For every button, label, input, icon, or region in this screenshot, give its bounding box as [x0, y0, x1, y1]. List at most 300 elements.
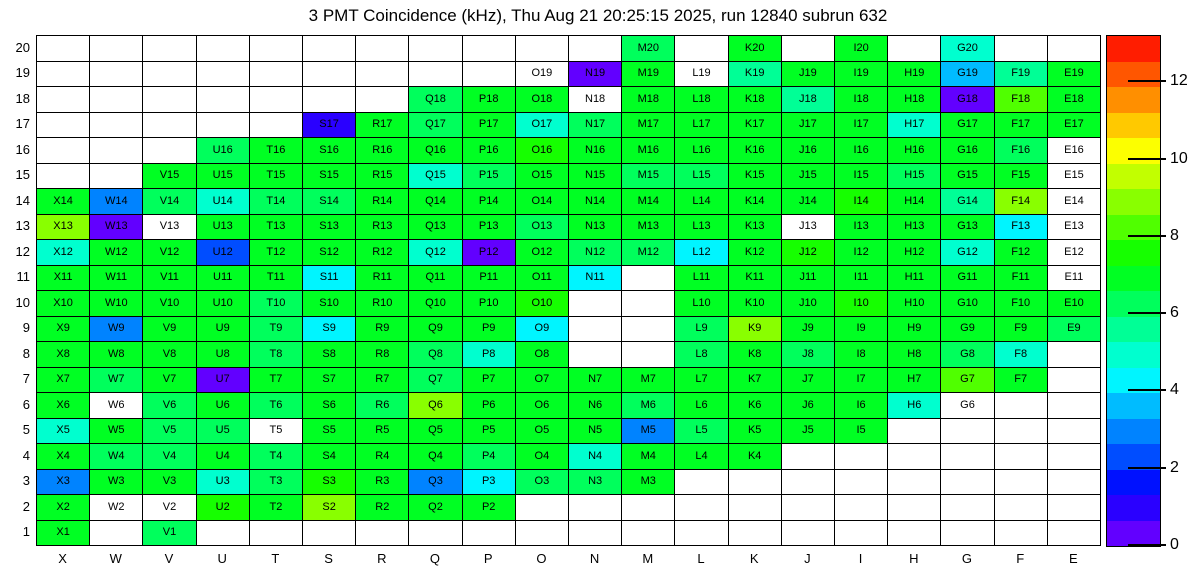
- y-axis-label-13: 13: [15, 218, 30, 234]
- grid-cell-O18: O18: [516, 87, 569, 113]
- grid-cell-W13: W13: [90, 215, 143, 241]
- grid-cell-V5: V5: [143, 419, 196, 445]
- x-axis-label-S: S: [324, 551, 333, 566]
- grid-cell-F15: F15: [995, 164, 1048, 190]
- grid-cell-G19: G19: [941, 62, 994, 88]
- grid-cell-L16: L16: [675, 138, 728, 164]
- colorbar-band: [1107, 470, 1160, 496]
- grid-cell-T5: T5: [250, 419, 303, 445]
- grid-cell-P12: P12: [463, 240, 516, 266]
- grid-cell-W2: W2: [90, 495, 143, 521]
- grid-cell-P14: P14: [463, 189, 516, 215]
- grid-cell-empty: [516, 36, 569, 62]
- grid-cell-empty: [1048, 393, 1101, 419]
- grid-cell-V3: V3: [143, 470, 196, 496]
- grid-cell-H16: H16: [888, 138, 941, 164]
- grid-cell-P3: P3: [463, 470, 516, 496]
- grid-cell-empty: [1048, 495, 1101, 521]
- grid-cell-Q17: Q17: [409, 113, 462, 139]
- grid-cell-empty: [197, 62, 250, 88]
- grid-cell-R7: R7: [356, 368, 409, 394]
- grid-cell-empty: [463, 36, 516, 62]
- grid-cell-M7: M7: [622, 368, 675, 394]
- grid-cell-T13: T13: [250, 215, 303, 241]
- grid-cell-R5: R5: [356, 419, 409, 445]
- grid-cell-X3: X3: [37, 470, 90, 496]
- colorbar-tick-line: [1128, 235, 1166, 237]
- grid-cell-V14: V14: [143, 189, 196, 215]
- grid-cell-O14: O14: [516, 189, 569, 215]
- grid-cell-empty: [197, 521, 250, 547]
- grid-cell-N12: N12: [569, 240, 622, 266]
- grid-cell-G20: G20: [941, 36, 994, 62]
- grid-cell-E19: E19: [1048, 62, 1101, 88]
- grid-cell-O4: O4: [516, 444, 569, 470]
- x-axis-label-L: L: [697, 551, 705, 566]
- grid-cell-empty: [37, 113, 90, 139]
- grid-cell-V10: V10: [143, 291, 196, 317]
- x-axis-label-W: W: [109, 551, 122, 566]
- grid-cell-empty: [835, 470, 888, 496]
- grid-cell-empty: [1048, 521, 1101, 547]
- grid-cell-G15: G15: [941, 164, 994, 190]
- grid-cell-empty: [835, 444, 888, 470]
- grid-cell-V7: V7: [143, 368, 196, 394]
- grid-cell-P4: P4: [463, 444, 516, 470]
- grid-cell-T3: T3: [250, 470, 303, 496]
- colorbar-tick-line: [1128, 80, 1166, 82]
- grid-cell-U8: U8: [197, 342, 250, 368]
- grid-cell-R13: R13: [356, 215, 409, 241]
- grid-cell-I13: I13: [835, 215, 888, 241]
- grid-cell-empty: [995, 521, 1048, 547]
- grid-cell-K9: K9: [729, 317, 782, 343]
- grid-cell-L12: L12: [675, 240, 728, 266]
- grid-cell-L11: L11: [675, 266, 728, 292]
- colorbar-tick-label-8: 8: [1170, 226, 1179, 244]
- grid-cell-empty: [569, 317, 622, 343]
- grid-cell-Q4: Q4: [409, 444, 462, 470]
- grid-cell-Q7: Q7: [409, 368, 462, 394]
- grid-cell-empty: [782, 36, 835, 62]
- grid-cell-R3: R3: [356, 470, 409, 496]
- grid-cell-O5: O5: [516, 419, 569, 445]
- x-axis-label-U: U: [217, 551, 227, 566]
- grid-cell-N4: N4: [569, 444, 622, 470]
- colorbar-band: [1107, 240, 1160, 266]
- grid-cell-M16: M16: [622, 138, 675, 164]
- grid-cell-O9: O9: [516, 317, 569, 343]
- grid-cell-R16: R16: [356, 138, 409, 164]
- x-axis-label-T: T: [271, 551, 280, 566]
- grid-cell-P13: P13: [463, 215, 516, 241]
- grid-cell-R15: R15: [356, 164, 409, 190]
- grid-cell-E12: E12: [1048, 240, 1101, 266]
- grid-cell-G16: G16: [941, 138, 994, 164]
- grid-cell-T16: T16: [250, 138, 303, 164]
- grid-cell-N18: N18: [569, 87, 622, 113]
- grid-cell-empty: [143, 138, 196, 164]
- grid-cell-empty: [356, 521, 409, 547]
- grid-cell-U5: U5: [197, 419, 250, 445]
- grid-cell-X7: X7: [37, 368, 90, 394]
- grid-cell-X11: X11: [37, 266, 90, 292]
- grid-cell-M14: M14: [622, 189, 675, 215]
- grid-cell-empty: [995, 444, 1048, 470]
- grid-cell-empty: [888, 444, 941, 470]
- grid-cell-empty: [622, 521, 675, 547]
- grid-cell-K10: K10: [729, 291, 782, 317]
- grid-cell-F10: F10: [995, 291, 1048, 317]
- grid-cell-V1: V1: [143, 521, 196, 547]
- grid-cell-O12: O12: [516, 240, 569, 266]
- grid-cell-J18: J18: [782, 87, 835, 113]
- grid-cell-K8: K8: [729, 342, 782, 368]
- grid-cell-W11: W11: [90, 266, 143, 292]
- grid-cell-N5: N5: [569, 419, 622, 445]
- grid-cell-empty: [143, 36, 196, 62]
- grid-cell-empty: [197, 36, 250, 62]
- grid-cell-I6: I6: [835, 393, 888, 419]
- grid-cell-W4: W4: [90, 444, 143, 470]
- grid-cell-P7: P7: [463, 368, 516, 394]
- grid-cell-N15: N15: [569, 164, 622, 190]
- grid-cell-W7: W7: [90, 368, 143, 394]
- grid-cell-G7: G7: [941, 368, 994, 394]
- grid-cell-E9: E9: [1048, 317, 1101, 343]
- y-axis-label-4: 4: [22, 447, 30, 463]
- grid-cell-G6: G6: [941, 393, 994, 419]
- grid-cell-J6: J6: [782, 393, 835, 419]
- grid-cell-O19: O19: [516, 62, 569, 88]
- colorbar-band: [1107, 36, 1160, 62]
- y-axis-label-14: 14: [15, 192, 30, 208]
- grid-cell-empty: [250, 62, 303, 88]
- grid-cell-H19: H19: [888, 62, 941, 88]
- grid-cell-K13: K13: [729, 215, 782, 241]
- grid-cell-empty: [995, 419, 1048, 445]
- grid-cell-I5: I5: [835, 419, 888, 445]
- grid-cell-empty: [197, 87, 250, 113]
- grid-cell-empty: [941, 419, 994, 445]
- grid-cell-K18: K18: [729, 87, 782, 113]
- grid-cell-Q15: Q15: [409, 164, 462, 190]
- y-axis-label-15: 15: [15, 167, 30, 183]
- grid-cell-K6: K6: [729, 393, 782, 419]
- grid-cell-X4: X4: [37, 444, 90, 470]
- grid-cell-F18: F18: [995, 87, 1048, 113]
- grid-cell-empty: [90, 36, 143, 62]
- x-axis-label-M: M: [642, 551, 654, 566]
- grid-cell-empty: [835, 495, 888, 521]
- x-axis-label-H: H: [909, 551, 919, 566]
- grid-cell-Q6: Q6: [409, 393, 462, 419]
- grid-cell-O16: O16: [516, 138, 569, 164]
- grid-cell-L17: L17: [675, 113, 728, 139]
- grid-cell-I19: I19: [835, 62, 888, 88]
- colorbar-band: [1107, 138, 1160, 164]
- grid-cell-U2: U2: [197, 495, 250, 521]
- grid-cell-K15: K15: [729, 164, 782, 190]
- grid-cell-T9: T9: [250, 317, 303, 343]
- x-axis-label-R: R: [377, 551, 387, 566]
- grid-cell-L13: L13: [675, 215, 728, 241]
- grid-cell-empty: [675, 470, 728, 496]
- grid-cell-G17: G17: [941, 113, 994, 139]
- colorbar-band: [1107, 266, 1160, 292]
- grid-cell-O3: O3: [516, 470, 569, 496]
- grid-cell-H13: H13: [888, 215, 941, 241]
- grid-cell-X12: X12: [37, 240, 90, 266]
- x-axis-label-O: O: [536, 551, 547, 566]
- grid-cell-empty: [303, 87, 356, 113]
- grid-cell-G10: G10: [941, 291, 994, 317]
- grid-cell-J15: J15: [782, 164, 835, 190]
- grid-cell-empty: [622, 317, 675, 343]
- grid-cell-U15: U15: [197, 164, 250, 190]
- grid-cell-Q16: Q16: [409, 138, 462, 164]
- x-axis-label-V: V: [164, 551, 174, 566]
- grid-cell-M19: M19: [622, 62, 675, 88]
- x-axis-label-I: I: [858, 551, 863, 566]
- grid-cell-M18: M18: [622, 87, 675, 113]
- grid-cell-empty: [675, 36, 728, 62]
- grid-cell-L8: L8: [675, 342, 728, 368]
- grid-cell-N16: N16: [569, 138, 622, 164]
- grid-cell-H11: H11: [888, 266, 941, 292]
- grid-cell-X2: X2: [37, 495, 90, 521]
- grid-cell-F11: F11: [995, 266, 1048, 292]
- grid-cell-I20: I20: [835, 36, 888, 62]
- grid-cell-R17: R17: [356, 113, 409, 139]
- grid-cell-empty: [995, 393, 1048, 419]
- colorbar-band: [1107, 419, 1160, 445]
- grid-cell-X6: X6: [37, 393, 90, 419]
- y-axis-label-2: 2: [22, 498, 30, 514]
- grid-cell-empty: [409, 62, 462, 88]
- grid-cell-L4: L4: [675, 444, 728, 470]
- grid-cell-empty: [888, 521, 941, 547]
- grid-cell-V6: V6: [143, 393, 196, 419]
- grid-cell-J10: J10: [782, 291, 835, 317]
- grid-cell-P10: P10: [463, 291, 516, 317]
- grid-cell-S7: S7: [303, 368, 356, 394]
- grid-cell-I15: I15: [835, 164, 888, 190]
- grid-cell-I12: I12: [835, 240, 888, 266]
- grid-cell-empty: [569, 342, 622, 368]
- grid-cell-O8: O8: [516, 342, 569, 368]
- grid-cell-J17: J17: [782, 113, 835, 139]
- grid-cell-empty: [995, 495, 1048, 521]
- grid-cell-empty: [37, 164, 90, 190]
- grid-cell-empty: [90, 521, 143, 547]
- grid-cell-empty: [356, 62, 409, 88]
- grid-cell-K14: K14: [729, 189, 782, 215]
- colorbar-band: [1107, 495, 1160, 521]
- grid-cell-empty: [888, 495, 941, 521]
- grid-cell-O13: O13: [516, 215, 569, 241]
- grid-cell-empty: [356, 87, 409, 113]
- grid-cell-L7: L7: [675, 368, 728, 394]
- grid-cell-L19: L19: [675, 62, 728, 88]
- grid-cell-T14: T14: [250, 189, 303, 215]
- y-axis-label-11: 11: [16, 269, 30, 285]
- grid-cell-I16: I16: [835, 138, 888, 164]
- grid-cell-R11: R11: [356, 266, 409, 292]
- grid-cell-Q9: Q9: [409, 317, 462, 343]
- chart-title: 3 PMT Coincidence (kHz), Thu Aug 21 20:25:15 2025, run 12840 subrun 632: [308, 6, 888, 25]
- grid-cell-empty: [303, 36, 356, 62]
- grid-cell-empty: [729, 495, 782, 521]
- grid-cell-X5: X5: [37, 419, 90, 445]
- grid-cell-V2: V2: [143, 495, 196, 521]
- colorbar: [1106, 35, 1161, 547]
- grid-cell-U10: U10: [197, 291, 250, 317]
- grid-cell-F16: F16: [995, 138, 1048, 164]
- grid-cell-R2: R2: [356, 495, 409, 521]
- grid-cell-V15: V15: [143, 164, 196, 190]
- grid-cell-Q8: Q8: [409, 342, 462, 368]
- grid-cell-Q5: Q5: [409, 419, 462, 445]
- grid-cell-empty: [303, 521, 356, 547]
- grid-cell-J13: J13: [782, 215, 835, 241]
- grid-cell-M17: M17: [622, 113, 675, 139]
- grid-cell-empty: [303, 62, 356, 88]
- grid-cell-N17: N17: [569, 113, 622, 139]
- grid-cell-U14: U14: [197, 189, 250, 215]
- colorbar-tick-label-6: 6: [1170, 304, 1179, 322]
- grid-cell-empty: [250, 36, 303, 62]
- grid-cell-W5: W5: [90, 419, 143, 445]
- grid-cell-I8: I8: [835, 342, 888, 368]
- grid-cell-T4: T4: [250, 444, 303, 470]
- grid-cell-S2: S2: [303, 495, 356, 521]
- grid-cell-Q11: Q11: [409, 266, 462, 292]
- grid-cell-empty: [888, 419, 941, 445]
- grid-cell-T8: T8: [250, 342, 303, 368]
- grid-cell-U16: U16: [197, 138, 250, 164]
- grid-cell-L9: L9: [675, 317, 728, 343]
- grid-cell-M13: M13: [622, 215, 675, 241]
- grid-cell-empty: [37, 87, 90, 113]
- grid-cell-T11: T11: [250, 266, 303, 292]
- grid-cell-U7: U7: [197, 368, 250, 394]
- grid-cell-L6: L6: [675, 393, 728, 419]
- grid-cell-P17: P17: [463, 113, 516, 139]
- grid-cell-empty: [463, 521, 516, 547]
- grid-cell-empty: [143, 113, 196, 139]
- grid-cell-R10: R10: [356, 291, 409, 317]
- grid-cell-K11: K11: [729, 266, 782, 292]
- grid-cell-S4: S4: [303, 444, 356, 470]
- grid-cell-M6: M6: [622, 393, 675, 419]
- grid-cell-empty: [782, 470, 835, 496]
- grid-cell-F9: F9: [995, 317, 1048, 343]
- grid-cell-empty: [569, 36, 622, 62]
- grid-cell-R12: R12: [356, 240, 409, 266]
- grid-cell-I10: I10: [835, 291, 888, 317]
- grid-cell-J8: J8: [782, 342, 835, 368]
- grid-cell-empty: [995, 36, 1048, 62]
- grid-cell-N6: N6: [569, 393, 622, 419]
- grid-cell-W12: W12: [90, 240, 143, 266]
- grid-cell-T15: T15: [250, 164, 303, 190]
- x-axis-label-E: E: [1069, 551, 1078, 566]
- grid-cell-S14: S14: [303, 189, 356, 215]
- colorbar-band: [1107, 62, 1160, 88]
- y-axis-label-16: 16: [15, 141, 30, 157]
- grid-cell-P9: P9: [463, 317, 516, 343]
- grid-cell-R14: R14: [356, 189, 409, 215]
- x-axis-label-K: K: [749, 551, 759, 566]
- grid-cell-P8: P8: [463, 342, 516, 368]
- grid-cell-E16: E16: [1048, 138, 1101, 164]
- y-axis-label-3: 3: [22, 473, 30, 489]
- grid-cell-G12: G12: [941, 240, 994, 266]
- grid-cell-E10: E10: [1048, 291, 1101, 317]
- grid-cell-N3: N3: [569, 470, 622, 496]
- grid-cell-U4: U4: [197, 444, 250, 470]
- grid-cell-Q14: Q14: [409, 189, 462, 215]
- grid-cell-M5: M5: [622, 419, 675, 445]
- grid-cell-empty: [1048, 342, 1101, 368]
- grid-cell-H15: H15: [888, 164, 941, 190]
- grid-cell-V13: V13: [143, 215, 196, 241]
- x-axis-label-N: N: [589, 551, 600, 566]
- grid-cell-R8: R8: [356, 342, 409, 368]
- grid-cell-S15: S15: [303, 164, 356, 190]
- grid-cell-empty: [675, 521, 728, 547]
- grid-cell-empty: [622, 342, 675, 368]
- grid-cell-P15: P15: [463, 164, 516, 190]
- grid-cell-J16: J16: [782, 138, 835, 164]
- grid-cell-W14: W14: [90, 189, 143, 215]
- grid-cell-K5: K5: [729, 419, 782, 445]
- grid-cell-empty: [835, 521, 888, 547]
- grid-cell-X10: X10: [37, 291, 90, 317]
- grid-cell-L15: L15: [675, 164, 728, 190]
- grid-cell-E14: E14: [1048, 189, 1101, 215]
- colorbar-tick-line: [1128, 544, 1166, 546]
- grid-cell-E18: E18: [1048, 87, 1101, 113]
- grid-cell-H10: H10: [888, 291, 941, 317]
- grid-cell-N13: N13: [569, 215, 622, 241]
- grid-cell-empty: [37, 36, 90, 62]
- grid-cell-empty: [90, 62, 143, 88]
- grid-cell-J5: J5: [782, 419, 835, 445]
- x-axis-label-G: G: [961, 551, 973, 566]
- grid-cell-empty: [409, 521, 462, 547]
- grid-cell-N11: N11: [569, 266, 622, 292]
- y-axis-label-9: 9: [22, 320, 30, 336]
- grid-cell-W3: W3: [90, 470, 143, 496]
- grid-cell-J7: J7: [782, 368, 835, 394]
- grid-cell-empty: [569, 521, 622, 547]
- colorbar-tick-label-4: 4: [1170, 381, 1179, 399]
- grid-cell-T2: T2: [250, 495, 303, 521]
- grid-cell-K20: K20: [729, 36, 782, 62]
- grid-cell-empty: [1048, 368, 1101, 394]
- grid-cell-M15: M15: [622, 164, 675, 190]
- grid-cell-K12: K12: [729, 240, 782, 266]
- grid-cell-J19: J19: [782, 62, 835, 88]
- grid-cell-empty: [90, 138, 143, 164]
- grid-cell-Q18: Q18: [409, 87, 462, 113]
- grid-cell-P11: P11: [463, 266, 516, 292]
- colorbar-band: [1107, 342, 1160, 368]
- grid-cell-L14: L14: [675, 189, 728, 215]
- grid-cell-K16: K16: [729, 138, 782, 164]
